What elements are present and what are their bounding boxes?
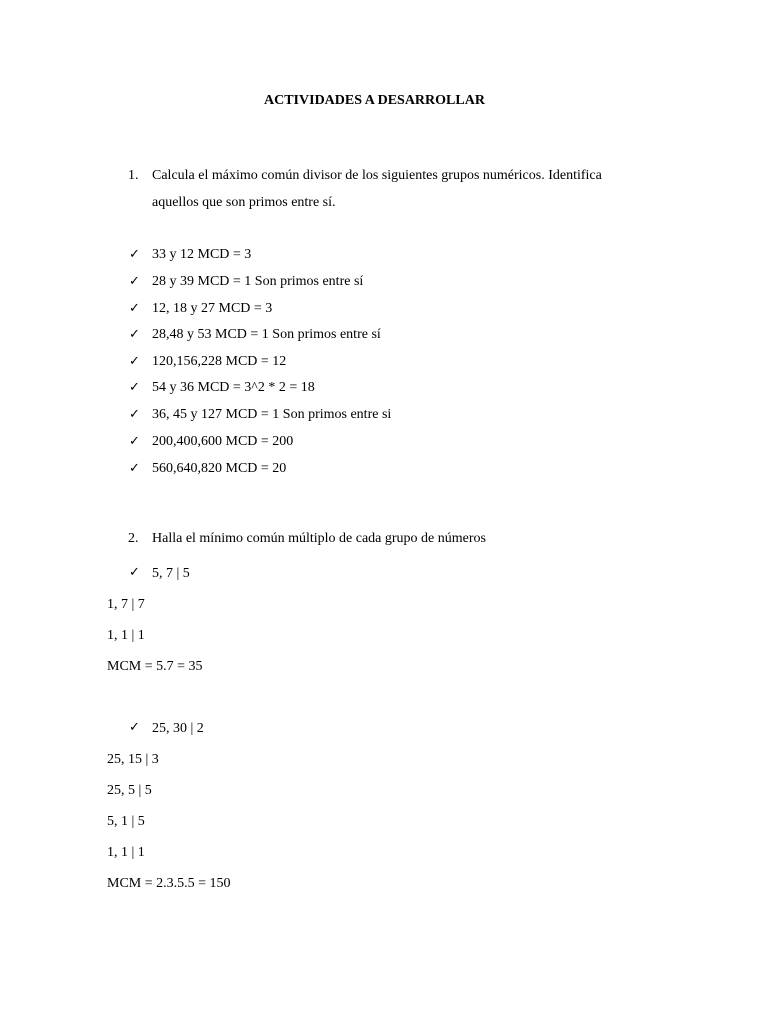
activity-1-text-line-2: aquellos que son primos entre sí. <box>152 195 336 210</box>
check-icon: ✓ <box>129 380 140 395</box>
mcd-item: 33 y 12 MCD = 3 <box>152 247 252 262</box>
mcm-result: MCM = 2.3.5.5 = 150 <box>107 876 231 891</box>
check-icon: ✓ <box>129 407 140 422</box>
mcm-group-1-head: 5, 7 | 5 <box>152 566 190 581</box>
mcm-row: 25, 15 | 3 <box>107 752 159 767</box>
mcm-row: 1, 1 | 1 <box>107 845 145 860</box>
mcm-row: 25, 5 | 5 <box>107 783 152 798</box>
mcm-result: MCM = 5.7 = 35 <box>107 659 203 674</box>
mcd-item: 36, 45 y 127 MCD = 1 Son primos entre si <box>152 407 392 422</box>
mcd-item: 28,48 y 53 MCD = 1 Son primos entre sí <box>152 327 381 342</box>
activity-1-number: 1. <box>128 168 139 183</box>
check-icon: ✓ <box>129 461 140 476</box>
check-icon: ✓ <box>129 434 140 449</box>
mcd-item: 12, 18 y 27 MCD = 3 <box>152 301 273 316</box>
mcm-group-2-head: 25, 30 | 2 <box>152 721 204 736</box>
page-title: ACTIVIDADES A DESARROLLAR <box>264 93 485 108</box>
check-icon: ✓ <box>129 354 140 369</box>
check-icon: ✓ <box>129 247 140 262</box>
mcm-row: 5, 1 | 5 <box>107 814 145 829</box>
mcm-row: 1, 1 | 1 <box>107 628 145 643</box>
activity-2-text: Halla el mínimo común múltiplo de cada grupo de números <box>152 531 486 546</box>
check-icon: ✓ <box>129 565 140 580</box>
check-icon: ✓ <box>129 301 140 316</box>
check-icon: ✓ <box>129 274 140 289</box>
check-icon: ✓ <box>129 327 140 342</box>
activity-2-number: 2. <box>128 531 139 546</box>
mcd-item: 120,156,228 MCD = 12 <box>152 354 287 369</box>
mcd-item: 200,400,600 MCD = 200 <box>152 434 294 449</box>
mcm-row: 1, 7 | 7 <box>107 597 145 612</box>
mcd-item: 560,640,820 MCD = 20 <box>152 461 287 476</box>
check-icon: ✓ <box>129 720 140 735</box>
activity-1-text-line-1: Calcula el máximo común divisor de los siguientes grupos numéricos. Identifica <box>152 168 602 183</box>
mcd-item: 28 y 39 MCD = 1 Son primos entre sí <box>152 274 364 289</box>
mcd-item: 54 y 36 MCD = 3^2 * 2 = 18 <box>152 380 315 395</box>
